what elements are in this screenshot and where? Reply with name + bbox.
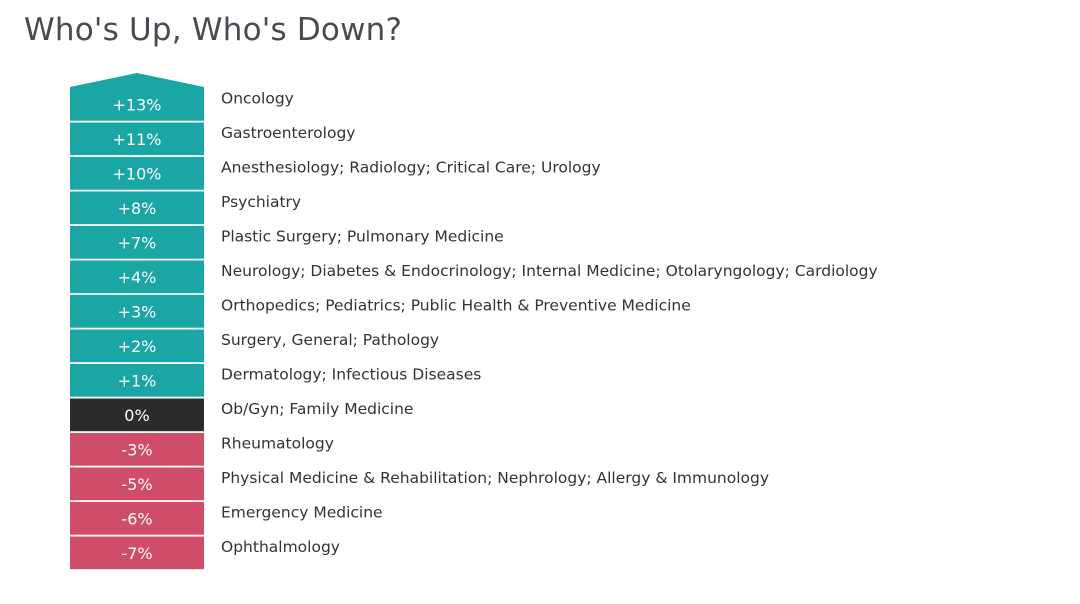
change-value-label: -7%	[121, 543, 153, 563]
specialty-label: Plastic Surgery; Pulmonary Medicine	[221, 227, 504, 246]
change-value-label: +2%	[117, 336, 157, 356]
specialty-label: Orthopedics; Pediatrics; Public Health & Preventive Medicine	[221, 296, 691, 315]
change-value-label: -6%	[121, 509, 153, 529]
change-row	[70, 330, 439, 363]
specialty-label: Gastroenterology	[221, 123, 356, 142]
change-row	[70, 123, 355, 156]
change-row	[70, 468, 769, 501]
specialty-label: Neurology; Diabetes & Endocrinology; Internal Medicine; Otolaryngology; Cardiology	[221, 261, 878, 280]
change-row	[70, 73, 294, 121]
change-row	[70, 295, 691, 328]
change-row	[70, 226, 504, 259]
change-value-label: -3%	[121, 440, 153, 460]
specialty-label: Ob/Gyn; Family Medicine	[221, 399, 414, 418]
specialty-label: Physical Medicine & Rehabilitation; Nephrology; Allergy & Immunology	[221, 468, 770, 487]
specialty-label: Surgery, General; Pathology	[221, 330, 440, 349]
specialty-label: Oncology	[221, 89, 294, 108]
change-row	[70, 261, 878, 294]
page-title: Who's Up, Who's Down?	[24, 12, 403, 48]
specialty-label: Anesthesiology; Radiology; Critical Care; Urology	[221, 158, 601, 177]
change-row	[70, 399, 413, 432]
change-row	[70, 502, 383, 535]
change-row	[70, 364, 481, 397]
change-value-label: +4%	[117, 267, 157, 287]
specialty-label: Emergency Medicine	[221, 503, 383, 522]
change-value-label: +10%	[112, 164, 162, 184]
change-row	[70, 192, 301, 225]
specialty-label: Rheumatology	[221, 434, 334, 453]
change-value-label: +13%	[112, 95, 162, 115]
change-value-label: -5%	[121, 474, 153, 494]
change-row	[70, 157, 601, 190]
specialty-label: Psychiatry	[221, 192, 302, 211]
change-row	[70, 433, 334, 466]
change-value-label: +1%	[117, 371, 157, 391]
change-value-label: +11%	[112, 129, 162, 149]
change-row	[70, 537, 340, 570]
change-value-label: +3%	[117, 302, 157, 322]
specialty-label: Ophthalmology	[221, 537, 340, 556]
change-value-label: 0%	[124, 405, 150, 425]
specialty-label: Dermatology; Infectious Diseases	[221, 365, 482, 384]
change-value-label: +8%	[117, 198, 157, 218]
change-value-label: +7%	[117, 233, 157, 253]
